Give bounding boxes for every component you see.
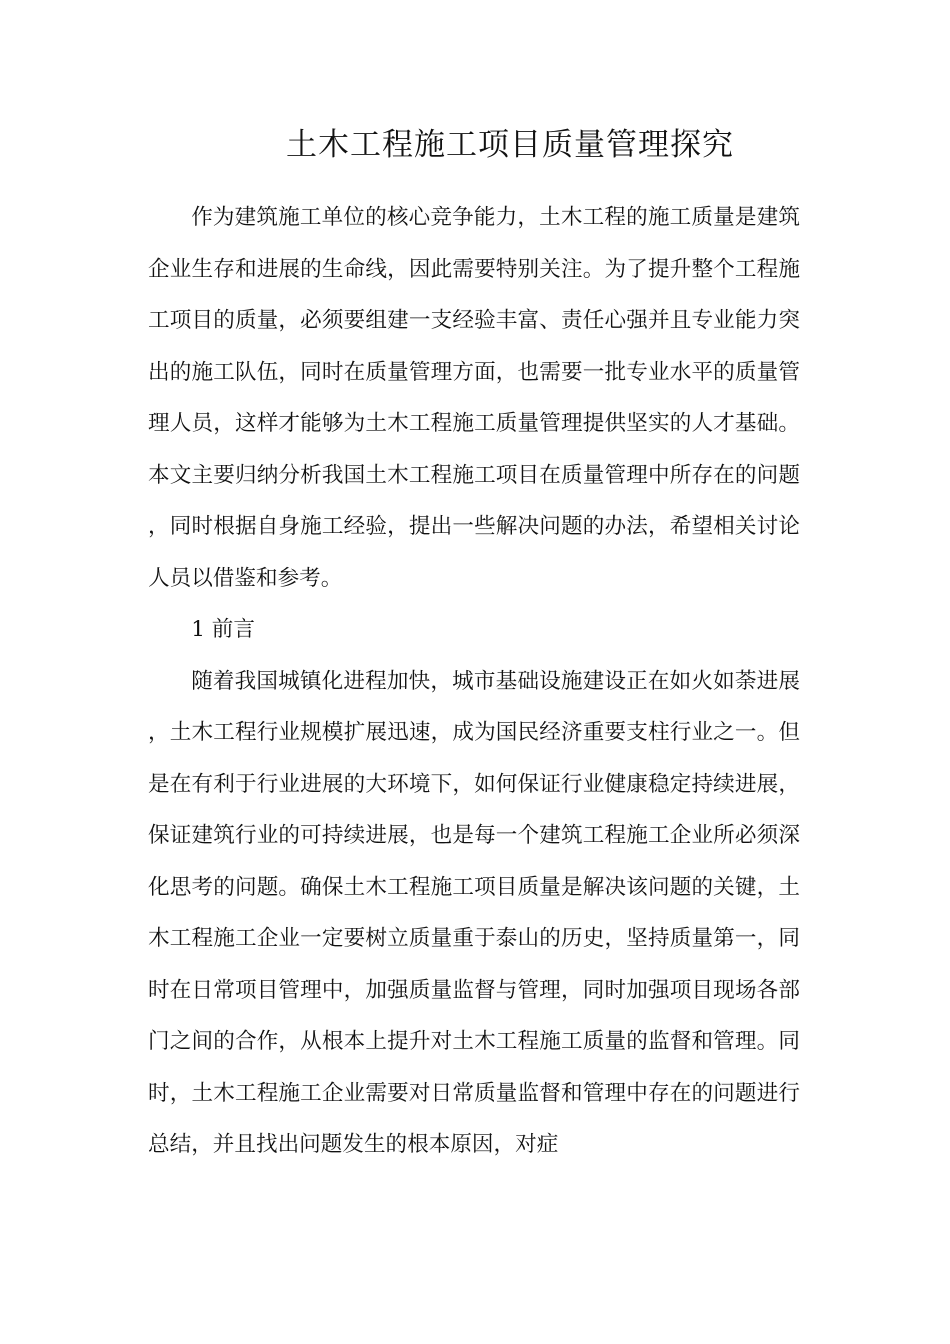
preface-paragraph: 随着我国城镇化进程加快，城市基础设施建设正在如火如荼进展，土木工程行业规模扩展迅速，成为国民经济重要支柱行业之一。但是在有利于行业进展的大环境下，如何保证行业健康稳定持续进展，保证建筑行业的可持续进展，也是每一个建筑工程施工企业所必须深化思考的问题。确保土木工程施工项目质量是解决该问题的关键，土木工程施工企业一定要树立质量重于泰山的历史，坚持质量第一，同时在日常项目管理中，加强质量监督与管理，同时加强项目现场各部门之间的合作，从根本上提升对土木工程施工质量的监督和管理。同时，土木工程施工企业需要对日常质量监督和管理中存在的问题进行总结，并且找出问题发生的根本原因，对症 [148,668,800,1157]
document-title: 土木工程施工项目质量管理探究 [286,127,734,163]
section-heading-preface: 1 前言 [191,617,255,642]
document-body [148,192,800,1171]
abstract-paragraph: 作为建筑施工单位的核心竞争能力，土木工程的施工质量是建筑企业生存和进展的生命线，因此需要特别关注。为了提升整个工程施工项目的质量，必须要组建一支经验丰富、责任心强并且专业能力突出的施工队伍，同时在质量管理方面，也需要一批专业水平的质量管理人员，这样才能够为土木工程施工质量管理提供坚实的人才基础。本文主要归纳分析我国土木工程施工项目在质量管理中所存在的问题，同时根据自身施工经验，提出一些解决问题的办法，希望相关讨论人员以借鉴和参考。 [148,205,800,591]
